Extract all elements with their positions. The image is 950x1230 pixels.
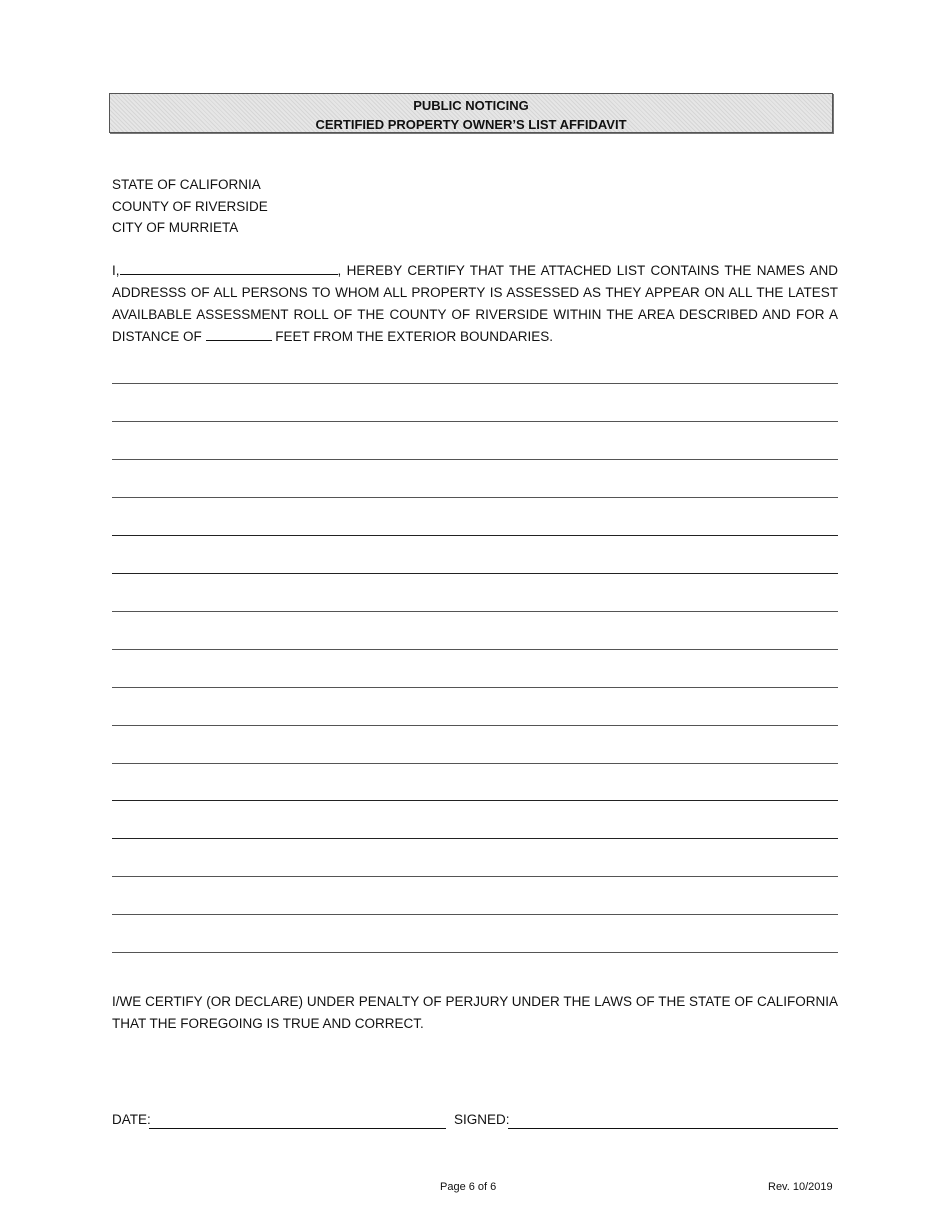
list-entry-line[interactable] (112, 535, 838, 536)
certification-paragraph (112, 260, 838, 348)
revision-date: Rev. 10/2019 (768, 1181, 833, 1193)
list-entry-line[interactable] (112, 838, 838, 839)
signed-label: SIGNED: (454, 1112, 510, 1127)
name-blank-field[interactable] (120, 260, 338, 275)
cert-text-part2: FEET FROM THE EXTERIOR BOUNDARIES. (271, 329, 554, 344)
list-entry-line[interactable] (112, 763, 838, 764)
list-entry-line[interactable] (112, 649, 838, 650)
distance-blank-field[interactable] (206, 326, 272, 341)
list-entry-line[interactable] (112, 800, 838, 801)
page-number: Page 6 of 6 (440, 1181, 497, 1193)
list-entry-line[interactable] (112, 914, 838, 915)
list-entry-line[interactable] (112, 952, 838, 953)
document-title-box (109, 93, 833, 133)
list-entry-line[interactable] (112, 459, 838, 460)
cert-prefix: I, (112, 263, 120, 278)
title-affidavit: CERTIFIED PROPERTY OWNER’S LIST AFFIDAVIT (315, 117, 627, 132)
list-entry-line[interactable] (112, 421, 838, 422)
list-entry-line[interactable] (112, 725, 838, 726)
county-line: COUNTY OF RIVERSIDE (112, 198, 268, 214)
date-label: DATE: (112, 1112, 151, 1127)
cert-text-part1: , HEREBY CERTIFY THAT THE ATTACHED LIST CONTAINS THE NAMES AND ADDRESSS OF ALL PERSONS TO WHOM ALL PROPERTY IS ASSESSED AS THEY APPEAR ON ALL THE LATEST AVAILBABLE ASSESSMENT ROLL OF THE COUNTY OF RIVERSIDE WITHIN THE AREA DESCRIBED AND FOR A DISTANCE OF (112, 263, 838, 344)
list-entry-line[interactable] (112, 687, 838, 688)
list-entry-line[interactable] (112, 611, 838, 612)
perjury-statement: I/WE CERTIFY (OR DECLARE) UNDER PENALTY OF PERJURY UNDER THE LAWS OF THE STATE OF CALIFORNIA THAT THE FOREGOING IS TRUE AND CORRECT. (112, 994, 838, 1031)
signature-field[interactable] (508, 1128, 838, 1129)
list-entry-line[interactable] (112, 383, 838, 384)
state-line: STATE OF CALIFORNIA (112, 177, 261, 192)
jurisdiction-block (112, 174, 268, 239)
list-entry-line[interactable] (112, 497, 838, 498)
city-line: CITY OF MURRIETA (112, 220, 239, 235)
list-entry-line[interactable] (112, 573, 838, 574)
date-field[interactable] (149, 1128, 446, 1129)
title-public-noticing: PUBLIC NOTICING (413, 98, 529, 113)
signature-row (112, 1112, 838, 1132)
list-entry-line[interactable] (112, 876, 838, 877)
